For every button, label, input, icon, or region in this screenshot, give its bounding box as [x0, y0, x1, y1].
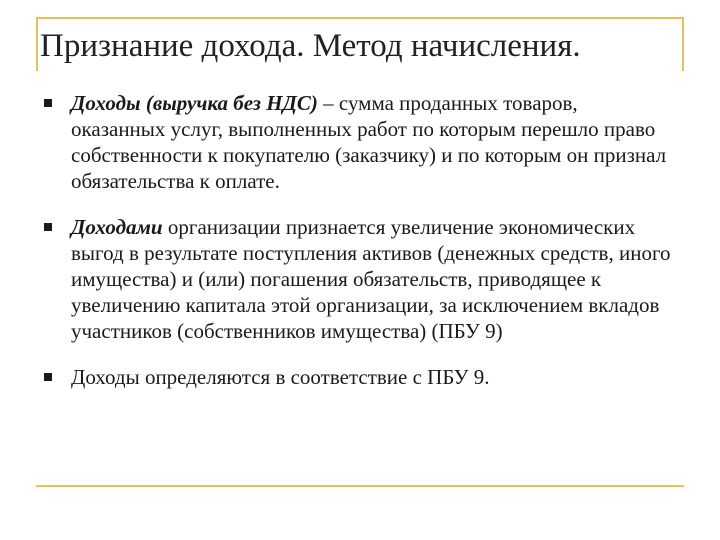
bullet-text: Доходы определяются в соответствие с ПБУ 9. — [71, 365, 490, 389]
bullet-item — [44, 214, 674, 344]
frame-bottom-line — [36, 485, 684, 487]
square-bullet-icon — [44, 223, 52, 231]
bullet-item — [44, 364, 674, 390]
bullet-text: – сумма проданных товаров, оказанных услуг, выполненных работ по которым перешло право собственности к покупателю (заказчику) и по которым он признал обязательства к оплате. — [71, 91, 667, 193]
bullet-term: Доходы (выручка без НДС) — [71, 91, 318, 115]
bullet-text: организации признается увеличение экономических выгод в результате поступления активов (денежных средств, иного имущества) и (или) погашения обязательств, приводящее к увеличению капитала этой организации, за исключением вкладов участников (собственников имущества) (ПБУ 9) — [71, 215, 671, 343]
bullet-item — [44, 90, 674, 194]
frame-top-line — [36, 17, 684, 19]
square-bullet-icon — [44, 99, 52, 107]
slide-title: Признание дохода. Метод начисления. — [40, 28, 581, 64]
frame-right-line — [682, 17, 684, 71]
frame-left-line — [36, 17, 38, 71]
square-bullet-icon — [44, 373, 52, 381]
bullet-list — [44, 90, 674, 410]
bullet-term: Доходами — [71, 215, 163, 239]
